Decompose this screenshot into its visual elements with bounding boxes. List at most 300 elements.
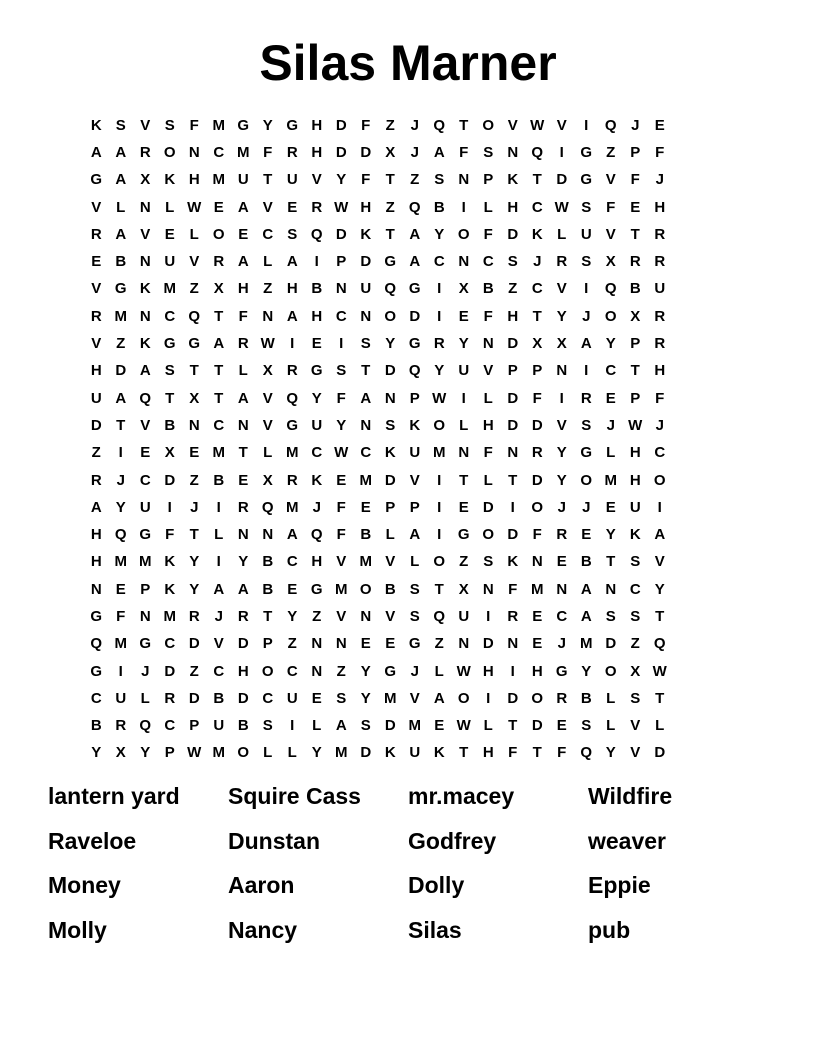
grid-letter: Y bbox=[556, 444, 567, 462]
grid-letter: F bbox=[336, 526, 346, 544]
grid-letter: G bbox=[237, 116, 250, 134]
grid-letter: O bbox=[237, 744, 250, 762]
grid-letter: V bbox=[630, 717, 641, 735]
grid-letter: V bbox=[409, 471, 420, 489]
grid-letter: O bbox=[604, 662, 617, 680]
grid-letter: J bbox=[116, 471, 125, 489]
grid-letter: H bbox=[311, 307, 323, 325]
grid-letter: T bbox=[238, 444, 248, 462]
grid-letter: P bbox=[630, 389, 641, 407]
grid-letter: X bbox=[140, 171, 151, 189]
grid-letter: P bbox=[630, 143, 641, 161]
grid-letter: C bbox=[482, 253, 494, 271]
grid-letter: W bbox=[456, 717, 471, 735]
grid-letter: V bbox=[556, 116, 567, 134]
grid-letter: J bbox=[557, 635, 566, 653]
grid-letter: W bbox=[554, 198, 569, 216]
grid-letter: T bbox=[655, 689, 665, 707]
grid-letter: G bbox=[384, 253, 397, 271]
grid-letter: L bbox=[263, 744, 273, 762]
grid-letter: G bbox=[163, 335, 176, 353]
grid-letter: D bbox=[507, 416, 519, 434]
grid-letter: V bbox=[605, 171, 616, 189]
word-list-item: Nancy bbox=[228, 916, 298, 943]
grid-letter: O bbox=[482, 116, 495, 134]
grid-letter: Y bbox=[458, 335, 469, 353]
grid-letter: I bbox=[216, 553, 221, 571]
grid-letter: R bbox=[311, 198, 323, 216]
grid-letter: I bbox=[437, 280, 442, 298]
grid-letter: Q bbox=[90, 635, 103, 653]
grid-letter: K bbox=[531, 225, 543, 243]
grid-letter: R bbox=[237, 498, 249, 516]
grid-letter: T bbox=[606, 553, 616, 571]
grid-letter: U bbox=[311, 416, 323, 434]
grid-letter: S bbox=[164, 362, 175, 380]
grid-letter: C bbox=[654, 444, 666, 462]
grid-letter: R bbox=[507, 607, 519, 625]
grid-letter: G bbox=[310, 580, 323, 598]
grid-letter: S bbox=[115, 116, 126, 134]
grid-letter: X bbox=[189, 389, 200, 407]
grid-letter: F bbox=[238, 307, 248, 325]
grid-letter: I bbox=[461, 198, 466, 216]
word-list-item: Aaron bbox=[228, 872, 295, 898]
grid-letter: Y bbox=[605, 526, 616, 544]
grid-letter: Q bbox=[310, 225, 323, 243]
grid-letter: F bbox=[189, 116, 199, 134]
grid-letter: O bbox=[433, 553, 446, 571]
grid-letter: Y bbox=[581, 662, 592, 680]
grid-letter: X bbox=[262, 471, 273, 489]
grid-letter: R bbox=[115, 717, 127, 735]
grid-letter: C bbox=[556, 607, 568, 625]
grid-letter: O bbox=[580, 471, 593, 489]
grid-letter: Q bbox=[114, 526, 127, 544]
grid-letter: A bbox=[139, 362, 151, 380]
grid-letter: I bbox=[437, 307, 442, 325]
grid-letter: J bbox=[190, 498, 199, 516]
grid-letter: M bbox=[212, 444, 225, 462]
grid-letter: I bbox=[314, 253, 319, 271]
grid-letter: H bbox=[482, 744, 494, 762]
grid-letter: Q bbox=[433, 116, 446, 134]
grid-letter: Q bbox=[139, 389, 152, 407]
grid-letter: O bbox=[433, 416, 446, 434]
grid-letter: J bbox=[410, 116, 419, 134]
grid-letter: S bbox=[581, 416, 592, 434]
grid-letter: L bbox=[116, 198, 126, 216]
word-list-item: Dunstan bbox=[228, 827, 320, 854]
grid-letter: C bbox=[605, 362, 617, 380]
grid-letter: T bbox=[214, 307, 224, 325]
grid-letter: A bbox=[237, 389, 249, 407]
grid-letter: H bbox=[629, 444, 641, 462]
grid-letter: M bbox=[237, 143, 250, 161]
grid-letter: F bbox=[655, 143, 665, 161]
grid-letter: T bbox=[532, 307, 542, 325]
grid-row bbox=[84, 713, 672, 740]
grid-letter: O bbox=[531, 689, 544, 707]
grid-letter: A bbox=[213, 580, 225, 598]
grid-letter: R bbox=[556, 526, 568, 544]
grid-letter: S bbox=[287, 225, 298, 243]
grid-letter: Y bbox=[556, 307, 567, 325]
grid-letter: E bbox=[115, 580, 126, 598]
grid-letter: N bbox=[458, 171, 470, 189]
grid-letter: C bbox=[286, 553, 298, 571]
grid-letter: B bbox=[213, 689, 225, 707]
grid-letter: S bbox=[630, 607, 641, 625]
grid-letter: K bbox=[629, 526, 641, 544]
grid-letter: H bbox=[482, 416, 494, 434]
grid-letter: F bbox=[361, 171, 371, 189]
grid-letter: X bbox=[164, 444, 175, 462]
grid-letter: Q bbox=[139, 717, 152, 735]
grid-letter: G bbox=[114, 280, 127, 298]
grid-letter: Q bbox=[653, 635, 666, 653]
grid-letter: S bbox=[434, 171, 445, 189]
grid-letter: C bbox=[213, 662, 225, 680]
grid-letter: T bbox=[361, 362, 371, 380]
grid-letter: N bbox=[311, 635, 323, 653]
grid-letter: G bbox=[286, 416, 299, 434]
grid-letter: F bbox=[336, 389, 346, 407]
grid-letter: R bbox=[654, 253, 666, 271]
grid-letter: M bbox=[531, 580, 544, 598]
grid-letter: K bbox=[90, 116, 102, 134]
grid-letter: T bbox=[385, 225, 395, 243]
grid-letter: I bbox=[216, 498, 221, 516]
grid-letter: H bbox=[90, 553, 102, 571]
grid-letter: O bbox=[163, 143, 176, 161]
grid-letter: M bbox=[335, 744, 348, 762]
grid-letter: U bbox=[115, 689, 127, 707]
grid-letter: Y bbox=[189, 553, 200, 571]
grid-letter: N bbox=[556, 580, 568, 598]
grid-letter: C bbox=[262, 225, 274, 243]
grid-letter: U bbox=[237, 171, 249, 189]
word-list-item: Wildfire bbox=[588, 783, 673, 809]
grid-letter: G bbox=[580, 444, 593, 462]
grid-letter: N bbox=[90, 580, 102, 598]
grid-letter: N bbox=[507, 444, 519, 462]
grid-letter: Q bbox=[310, 526, 323, 544]
grid-letter: G bbox=[580, 143, 593, 161]
grid-letter: K bbox=[409, 416, 421, 434]
grid-letter: B bbox=[90, 717, 102, 735]
grid-letter: J bbox=[655, 416, 664, 434]
grid-letter: F bbox=[483, 307, 493, 325]
grid-letter: U bbox=[409, 444, 421, 462]
grid-letter: E bbox=[311, 689, 322, 707]
grid-letter: M bbox=[286, 444, 299, 462]
grid-letter: S bbox=[483, 553, 494, 571]
word-list-item: pub bbox=[588, 916, 631, 943]
grid-letter: J bbox=[582, 307, 591, 325]
grid-letter: S bbox=[507, 253, 518, 271]
grid-letter: M bbox=[433, 444, 446, 462]
grid-letter: A bbox=[433, 143, 445, 161]
grid-letter: Y bbox=[140, 744, 151, 762]
grid-letter: N bbox=[482, 335, 494, 353]
grid-row bbox=[84, 330, 672, 357]
grid-letter: E bbox=[287, 580, 298, 598]
grid-letter: D bbox=[507, 335, 519, 353]
grid-letter: J bbox=[582, 498, 591, 516]
grid-letter: R bbox=[286, 362, 298, 380]
grid-letter: N bbox=[458, 253, 470, 271]
grid-letter: B bbox=[629, 280, 641, 298]
grid-letter: I bbox=[510, 662, 515, 680]
grid-letter: H bbox=[507, 307, 519, 325]
grid-letter: D bbox=[237, 635, 249, 653]
grid-letter: A bbox=[237, 580, 249, 598]
grid-letter: V bbox=[336, 607, 347, 625]
grid-letter: J bbox=[533, 253, 542, 271]
grid-letter: L bbox=[606, 444, 616, 462]
grid-letter: N bbox=[458, 444, 470, 462]
grid-letter: D bbox=[164, 662, 176, 680]
grid-letter: H bbox=[629, 471, 641, 489]
grid-letter: R bbox=[531, 444, 543, 462]
grid-letter: D bbox=[164, 471, 176, 489]
grid-letter: D bbox=[115, 362, 127, 380]
grid-letter: S bbox=[483, 143, 494, 161]
grid-letter: V bbox=[556, 416, 567, 434]
word-list-item: lantern yard bbox=[48, 783, 180, 809]
grid-letter: B bbox=[433, 198, 445, 216]
grid-letter: Z bbox=[287, 635, 297, 653]
word-list-item: Molly bbox=[48, 916, 107, 943]
grid-letter: D bbox=[482, 498, 494, 516]
grid-letter: B bbox=[384, 580, 396, 598]
grid-letter: Z bbox=[385, 198, 395, 216]
grid-letter: N bbox=[262, 526, 274, 544]
grid-letter: A bbox=[409, 526, 421, 544]
grid-letter: J bbox=[557, 498, 566, 516]
grid-letter: B bbox=[482, 280, 494, 298]
grid-letter: N bbox=[237, 526, 249, 544]
grid-letter: N bbox=[605, 580, 617, 598]
grid-letter: Q bbox=[408, 362, 421, 380]
grid-letter: V bbox=[336, 553, 347, 571]
grid-letter: Z bbox=[189, 471, 199, 489]
grid-letter: T bbox=[459, 744, 469, 762]
grid-letter: L bbox=[238, 362, 248, 380]
grid-letter: K bbox=[384, 744, 396, 762]
grid-letter: O bbox=[384, 307, 397, 325]
grid-letter: D bbox=[360, 143, 372, 161]
grid-letter: A bbox=[115, 143, 127, 161]
grid-letter: C bbox=[262, 689, 274, 707]
grid-letter: H bbox=[286, 280, 298, 298]
grid-letter: K bbox=[164, 171, 176, 189]
grid-letter: W bbox=[432, 389, 447, 407]
grid-letter: I bbox=[486, 689, 491, 707]
grid-letter: Y bbox=[605, 744, 616, 762]
grid-letter: E bbox=[164, 225, 175, 243]
grid-letter: U bbox=[213, 717, 225, 735]
grid-letter: Y bbox=[605, 335, 616, 353]
grid-letter: P bbox=[336, 253, 347, 271]
grid-letter: V bbox=[385, 553, 396, 571]
grid-letter: F bbox=[655, 389, 665, 407]
grid-letter: V bbox=[507, 116, 518, 134]
grid-letter: W bbox=[187, 744, 202, 762]
grid-letter: D bbox=[531, 471, 543, 489]
grid-letter: U bbox=[409, 744, 421, 762]
grid-letter: K bbox=[139, 335, 151, 353]
grid-letter: G bbox=[408, 280, 421, 298]
grid-letter: Q bbox=[433, 607, 446, 625]
grid-letter: E bbox=[556, 553, 567, 571]
grid-letter: M bbox=[359, 553, 372, 571]
grid-letter: P bbox=[483, 171, 494, 189]
grid-row bbox=[84, 440, 672, 467]
grid-letter: T bbox=[508, 471, 518, 489]
grid-letter: H bbox=[90, 526, 102, 544]
grid-letter: P bbox=[262, 635, 273, 653]
grid-row bbox=[84, 494, 672, 521]
grid-letter: C bbox=[531, 280, 543, 298]
grid-letter: F bbox=[263, 143, 273, 161]
grid-letter: X bbox=[630, 662, 641, 680]
grid-letter: Q bbox=[604, 116, 617, 134]
grid-letter: D bbox=[531, 717, 543, 735]
grid-letter: Z bbox=[336, 662, 346, 680]
grid-letter: M bbox=[163, 607, 176, 625]
grid-letter: A bbox=[580, 607, 592, 625]
grid-letter: H bbox=[311, 553, 323, 571]
grid-letter: R bbox=[164, 689, 176, 707]
grid-letter: S bbox=[605, 607, 616, 625]
grid-letter: Z bbox=[312, 607, 322, 625]
grid-letter: R bbox=[556, 253, 568, 271]
grid-letter: E bbox=[140, 444, 151, 462]
grid-letter: E bbox=[360, 635, 371, 653]
grid-letter: R bbox=[90, 307, 102, 325]
grid-letter: H bbox=[311, 116, 323, 134]
grid-letter: T bbox=[165, 389, 175, 407]
grid-letter: Q bbox=[604, 280, 617, 298]
grid-letter: N bbox=[360, 607, 372, 625]
grid-letter: D bbox=[384, 717, 396, 735]
grid-letter: T bbox=[532, 171, 542, 189]
grid-letter: J bbox=[655, 171, 664, 189]
grid-letter: K bbox=[360, 225, 372, 243]
grid-letter: R bbox=[139, 143, 151, 161]
grid-letter: I bbox=[290, 717, 295, 735]
grid-letter: V bbox=[140, 116, 151, 134]
grid-letter: E bbox=[458, 498, 469, 516]
grid-letter: N bbox=[360, 307, 372, 325]
grid-letter: B bbox=[580, 553, 592, 571]
grid-letter: S bbox=[409, 607, 420, 625]
grid-letter: C bbox=[286, 662, 298, 680]
grid-letter: A bbox=[237, 198, 249, 216]
grid-letter: N bbox=[139, 607, 151, 625]
grid-letter: G bbox=[384, 662, 397, 680]
grid-letter: P bbox=[409, 389, 420, 407]
grid-letter: Y bbox=[336, 416, 347, 434]
grid-letter: A bbox=[580, 580, 592, 598]
grid-letter: Y bbox=[360, 689, 371, 707]
grid-letter: M bbox=[384, 689, 397, 707]
grid-letter: G bbox=[408, 335, 421, 353]
word-list-item: weaver bbox=[588, 827, 667, 854]
grid-letter: E bbox=[238, 471, 249, 489]
grid-letter: I bbox=[437, 498, 442, 516]
grid-letter: Y bbox=[115, 498, 126, 516]
grid-letter: D bbox=[335, 225, 347, 243]
grid-letter: N bbox=[360, 416, 372, 434]
grid-letter: C bbox=[531, 198, 543, 216]
grid-letter: L bbox=[385, 526, 395, 544]
grid-letter: C bbox=[629, 580, 641, 598]
grid-letter: R bbox=[90, 471, 102, 489]
grid-letter: Z bbox=[189, 662, 199, 680]
grid-letter: J bbox=[631, 116, 640, 134]
grid-letter: L bbox=[606, 717, 616, 735]
grid-letter: V bbox=[409, 689, 420, 707]
grid-letter: H bbox=[507, 198, 519, 216]
grid-row bbox=[84, 658, 672, 685]
grid-letter: I bbox=[559, 389, 564, 407]
word-list-item: Silas bbox=[408, 916, 462, 943]
grid-letter: J bbox=[606, 416, 615, 434]
grid-letter: V bbox=[91, 198, 102, 216]
grid-letter: A bbox=[654, 526, 666, 544]
grid-letter: A bbox=[335, 717, 347, 735]
grid-letter: L bbox=[483, 389, 493, 407]
grid-letter: R bbox=[237, 335, 249, 353]
grid-letter: L bbox=[557, 225, 567, 243]
grid-letter: I bbox=[486, 607, 491, 625]
grid-letter: A bbox=[286, 253, 298, 271]
grid-letter: X bbox=[556, 335, 567, 353]
grid-letter: C bbox=[360, 444, 372, 462]
grid-letter: H bbox=[188, 171, 200, 189]
grid-letter: G bbox=[286, 116, 299, 134]
grid-row bbox=[84, 221, 672, 248]
word-list-item: Dolly bbox=[408, 872, 465, 898]
grid-letter: H bbox=[237, 662, 249, 680]
grid-letter: E bbox=[605, 498, 616, 516]
grid-letter: U bbox=[580, 225, 592, 243]
grid-letter: D bbox=[507, 526, 519, 544]
grid-letter: Z bbox=[630, 635, 640, 653]
grid-letter: Y bbox=[336, 171, 347, 189]
grid-letter: Y bbox=[434, 362, 445, 380]
grid-letter: Z bbox=[606, 143, 616, 161]
grid-letter: A bbox=[433, 689, 445, 707]
grid-letter: C bbox=[164, 635, 176, 653]
grid-letter: W bbox=[260, 335, 275, 353]
grid-letter: Z bbox=[434, 635, 444, 653]
grid-letter: T bbox=[263, 171, 273, 189]
grid-letter: P bbox=[409, 498, 420, 516]
grid-letter: O bbox=[531, 498, 544, 516]
grid-letter: R bbox=[629, 253, 641, 271]
grid-letter: K bbox=[433, 744, 445, 762]
grid-letter: R bbox=[213, 253, 225, 271]
grid-letter: X bbox=[630, 307, 641, 325]
grid-letter: Q bbox=[408, 198, 421, 216]
grid-letter: E bbox=[654, 116, 665, 134]
grid-letter: S bbox=[262, 717, 273, 735]
grid-letter: C bbox=[213, 143, 225, 161]
